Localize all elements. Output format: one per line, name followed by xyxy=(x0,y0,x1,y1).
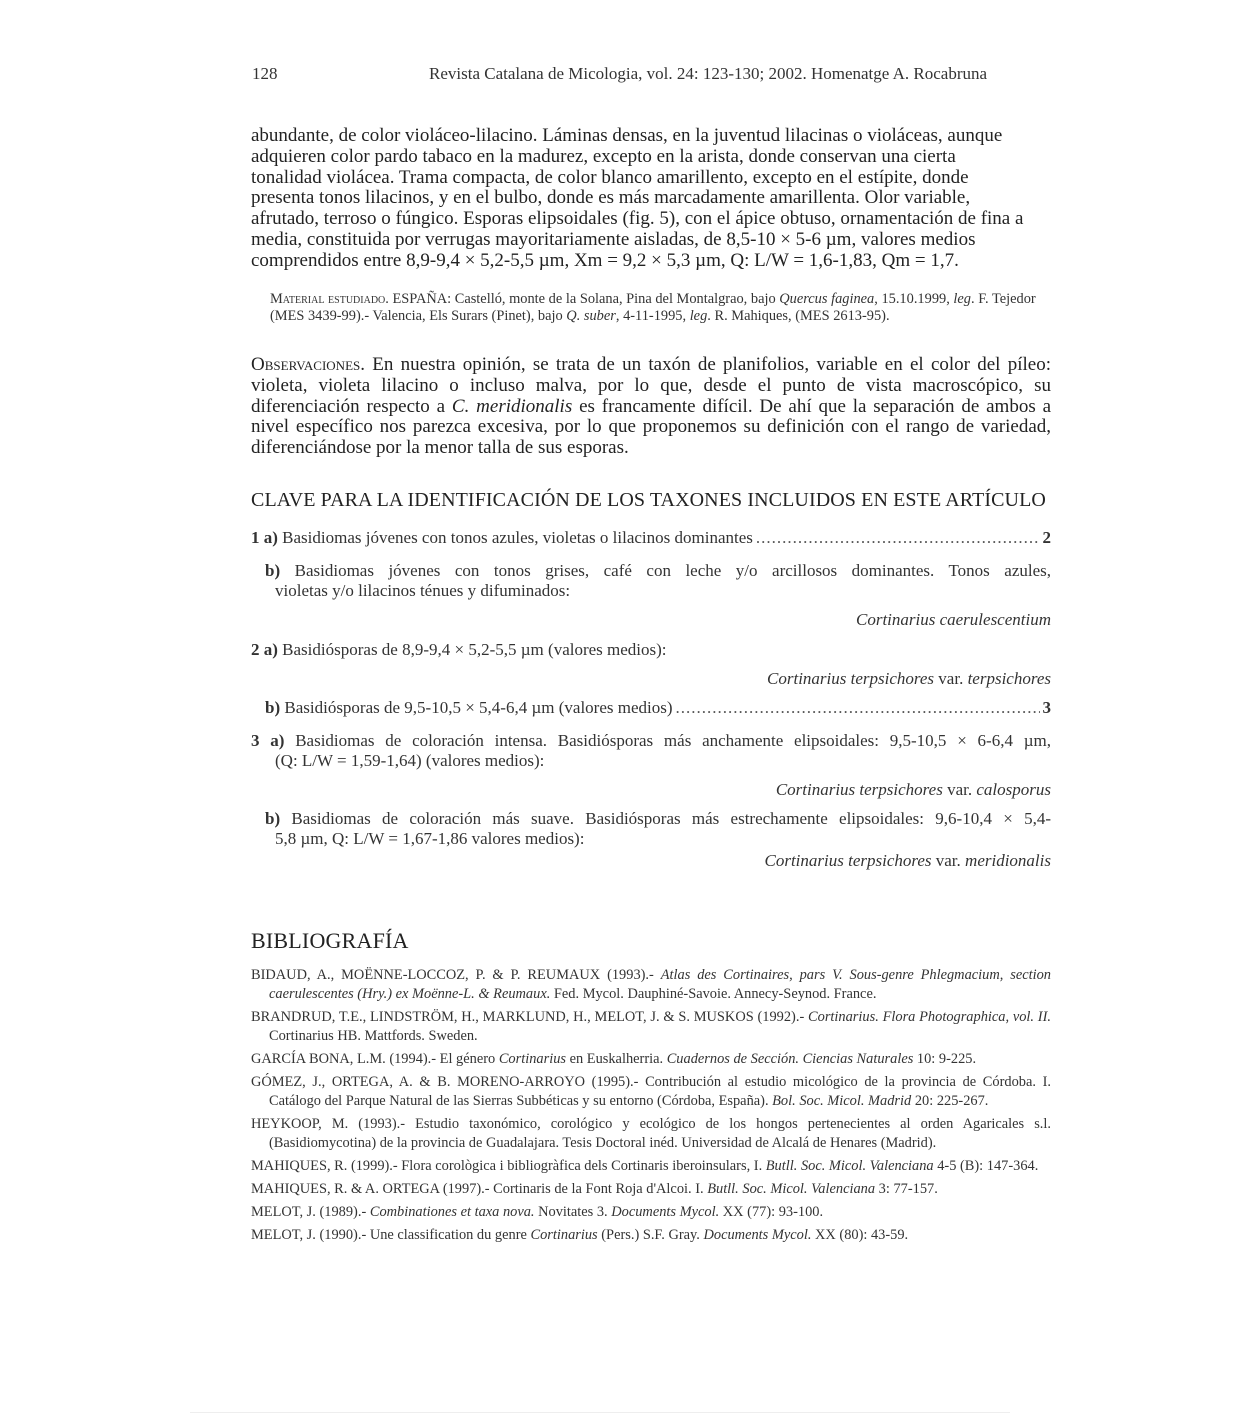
ref-italic: Documents Mycol. xyxy=(611,1204,720,1220)
bibliography-entry xyxy=(251,1115,1051,1153)
ref-text: GÓMEZ, J., ORTEGA, A. & B. MORENO-ARROYO (1995).- Contribución al estudio micológico de la provincia de Córdoba. I. Catálogo del Parque Natural de las Sierras Subbéticas y su entorno (Córdoba, España). xyxy=(251,1074,1051,1109)
key-var: var. xyxy=(934,669,968,688)
material-leg: leg xyxy=(689,308,708,325)
ref-text: MELOT, J. (1989).- xyxy=(251,1204,370,1220)
description-line: comprendidos entre 8,9-9,4 × 5,2-5,5 µm, Xm = 9,2 × 5,3 µm, Q: L/W = 1,6-1,83, Qm = 1,7. xyxy=(251,249,959,271)
material-leg: leg xyxy=(953,291,971,307)
ref-text: 3: 77-157. xyxy=(875,1181,938,1197)
ref-text: 20: 225-267. xyxy=(911,1093,989,1109)
key-epithet: meridionalis xyxy=(965,851,1051,870)
description-paragraph xyxy=(251,126,1051,272)
observations-text: es francamente difícil. De ahí que la separación de ambos a nivel específico nos parezca excesiva, por lo que proponemos su definición con el rango de variedad, diferenciándose por la menor talla de sus esporas. xyxy=(251,395,1052,459)
key-text: Basidiomas jóvenes con tonos azules, violetas o lilacinos dominantes xyxy=(282,528,753,547)
bibliography-title: BIBLIOGRAFÍA xyxy=(251,928,409,953)
observations-paragraph xyxy=(251,355,1051,459)
ref-italic: Cortinarius. Flora Photographica, vol. II. xyxy=(808,1009,1051,1025)
ref-italic: Cortinarius xyxy=(530,1227,598,1243)
key-title: CLAVE PARA LA IDENTIFICACIÓN DE LOS TAXONES INCLUIDOS EN ESTE ARTÍCULO xyxy=(251,489,1046,511)
ref-text: Novitates 3. xyxy=(534,1204,612,1220)
description-line: presenta tonos lilacinos, y en el bulbo, donde es más marcadamente amarillenta. Olor variable, xyxy=(251,187,971,209)
ref-italic: Butll. Soc. Micol. Valenciana xyxy=(707,1181,876,1197)
material-text: . F. Tejedor (MES 3439-99).- Valencia, Els Surars (Pinet), bajo xyxy=(270,291,1036,325)
bibliography-entry xyxy=(251,1157,1051,1176)
key-label: 2 a) xyxy=(251,640,278,659)
description-line: adquieren color pardo tabaco en la madurez, excepto en la arista, donde conservan una cierta xyxy=(251,145,956,167)
key-label: b) xyxy=(265,698,281,717)
ref-text: MELOT, J. (1990).- Une classification du genre xyxy=(251,1227,531,1243)
running-header xyxy=(252,64,1052,86)
key-goto: 3 xyxy=(1042,698,1051,717)
key-entry-1b xyxy=(251,561,1051,630)
key-var: var. xyxy=(942,780,977,799)
key-text: Basidiomas de coloración más suave. Basidiósporas más estrechamente elipsoidales: 9,6-10,4 × 5,4- xyxy=(291,809,1052,828)
ref-italic: Cuadernos de Sección. Ciencias Naturales xyxy=(666,1051,914,1067)
bibliography-entry xyxy=(251,1203,1051,1222)
ref-italic: Bol. Soc. Micol. Madrid xyxy=(772,1093,912,1109)
key-text: (Q: L/W = 1,59-1,64) (valores medios): xyxy=(275,751,545,770)
key-entry-3b xyxy=(251,809,1051,871)
key-text: Basidiósporas de 9,5-10,5 × 5,4-6,4 µm (valores medios) xyxy=(284,698,673,717)
key-taxon: Cortinarius terpsichores xyxy=(775,780,943,799)
description-line: afrutado, terroso o fúngico. Esporas elipsoidales (fig. 5), con el ápice obtuso, ornamentación de fina a xyxy=(251,208,1024,230)
scan-edge-line xyxy=(190,1412,1010,1413)
key-label: b) xyxy=(265,561,281,580)
key-text: Basidiomas jóvenes con tonos grises, café con leche y/o arcillosos dominantes. Tonos azules, xyxy=(294,561,1052,580)
ref-text: BRANDRUD, T.E., LINDSTRÖM, H., MARKLUND, H., MELOT, J. & S. MUSKOS (1992).- xyxy=(251,1009,809,1025)
ref-italic: Documents Mycol. xyxy=(703,1227,812,1243)
bibliography-entry xyxy=(251,1180,1051,1199)
description-line: tonalidad violácea. Trama compacta, de color blanco amarillento, excepto en el estípite, donde xyxy=(251,166,969,188)
ref-italic: Combinationes et taxa nova. xyxy=(369,1204,535,1220)
ref-text: XX (77): 93-100. xyxy=(719,1204,824,1220)
leader-dots xyxy=(676,698,1040,718)
key-label: 1 a) xyxy=(251,528,278,547)
ref-text: 4-5 (B): 147-364. xyxy=(933,1158,1039,1174)
material-text: . R. Mahiques, (MES 2613-95). xyxy=(707,308,890,325)
key-label: b) xyxy=(265,809,281,828)
key-entry-2b xyxy=(251,698,1051,718)
key-label: 3 a) xyxy=(251,731,285,750)
key-epithet: terpsichores xyxy=(967,669,1051,688)
key-taxon: Cortinarius caerulescentium xyxy=(855,610,1051,629)
key-entry-3a xyxy=(251,731,1051,800)
material-taxon: Q. suber xyxy=(566,308,616,325)
key-entry-1a xyxy=(251,528,1051,548)
observations-label: Observaciones xyxy=(251,354,361,375)
ref-text: XX (80): 43-59. xyxy=(811,1227,909,1243)
key-var: var. xyxy=(931,851,966,870)
material-studied xyxy=(270,291,1042,325)
ref-text: BIDAUD, A., MOËNNE-LOCCOZ, P. & P. REUMAUX (1993).- xyxy=(251,967,661,983)
key-text: Basidiósporas de 8,9-9,4 × 5,2-5,5 µm (valores medios): xyxy=(282,640,667,659)
key-taxon: Cortinarius terpsichores xyxy=(764,851,932,870)
material-text: , 15.10.1999, xyxy=(874,291,954,307)
material-text: . ESPAÑA: Castelló, monte de la Solana, Pina del Montalgrao, bajo xyxy=(385,291,780,307)
ref-text: Fed. Mycol. Dauphiné-Savoie. Annecy-Seynod. France. xyxy=(550,986,877,1002)
ref-text: HEYKOOP, M. (1993).- Estudio taxonómico, corológico y ecológico de los hongos pertenecientes al orden Agaricales s.l. (Basidiomycotina) de la provincia de Guadalajara. Tesis Doctoral inéd. Universidad de Alcalá de Henares (Madrid). xyxy=(251,1116,1051,1151)
bibliography-list xyxy=(251,966,1051,1249)
ref-text: 10: 9-225. xyxy=(913,1051,977,1067)
description-line: media, constituida por verrugas mayoritariamente aisladas, de 8,5-10 × 5-6 µm, valores medios xyxy=(251,228,976,250)
bibliography-entry xyxy=(251,966,1051,1004)
key-goto: 2 xyxy=(1042,528,1051,547)
key-text: violetas y/o lilacinos ténues y difuminados: xyxy=(275,581,571,600)
key-entry-2a xyxy=(251,640,1051,689)
ref-text: en Euskalherria. xyxy=(566,1051,667,1067)
ref-text: MAHIQUES, R. (1999).- Flora corològica i bibliogràfica dels Cortinaris iberoinsulars, I. xyxy=(251,1158,766,1174)
key-text: Basidiomas de coloración intensa. Basidiósporas más anchamente elipsoidales: 9,5-10,5 × 6-6,4 µm, xyxy=(295,731,1051,750)
key-text: 5,8 µm, Q: L/W = 1,67-1,86 valores medios): xyxy=(275,829,585,848)
ref-italic: Atlas des Cortinaires, pars V. Sous-genre Phlegmacium, section caerulescentes (Hry.) ex Moënne-L. & Reumaux. xyxy=(269,967,1051,1002)
material-label: Material estudiado xyxy=(270,291,386,307)
ref-italic: Cortinarius xyxy=(498,1051,566,1067)
leader-dots xyxy=(756,528,1040,548)
key-taxon: Cortinarius terpsichores xyxy=(767,669,935,688)
description-line: abundante, de color violáceo-lilacino. Láminas densas, en la juventud lilacinas o violáceas, aunque xyxy=(251,125,1003,146)
bibliography-entry xyxy=(251,1226,1051,1245)
ref-text: GARCÍA BONA, L.M. (1994).- El género xyxy=(251,1051,499,1067)
material-taxon: Quercus faginea xyxy=(779,291,875,307)
observations-text: . En nuestra opinión, se trata de un taxón de planifolios, variable en el color del píleo: violeta, violeta lilacino o incluso malva, por lo que, desde el punto de vista macroscópico, su diferenciación respecto a xyxy=(251,354,1051,417)
observations-taxon: C. meridionalis xyxy=(451,395,573,417)
ref-italic: Butll. Soc. Micol. Valenciana xyxy=(765,1158,934,1174)
journal-citation: Revista Catalana de Micologia, vol. 24: 123-130; 2002. Homenatge A. Rocabruna xyxy=(429,64,988,83)
key-epithet: calosporus xyxy=(976,780,1051,799)
ref-text: (Pers.) S.F. Gray. xyxy=(597,1227,704,1243)
ref-text: Cortinarius HB. Mattfords. Sweden. xyxy=(269,1028,478,1044)
page-number: 128 xyxy=(252,64,278,83)
ref-text: MAHIQUES, R. & A. ORTEGA (1997).- Cortinaris de la Font Roja d'Alcoi. I. xyxy=(251,1181,708,1197)
bibliography-entry xyxy=(251,1008,1051,1046)
material-text: , 4-11-1995, xyxy=(615,308,690,325)
bibliography-entry xyxy=(251,1073,1051,1111)
bibliography-entry xyxy=(251,1050,1051,1069)
